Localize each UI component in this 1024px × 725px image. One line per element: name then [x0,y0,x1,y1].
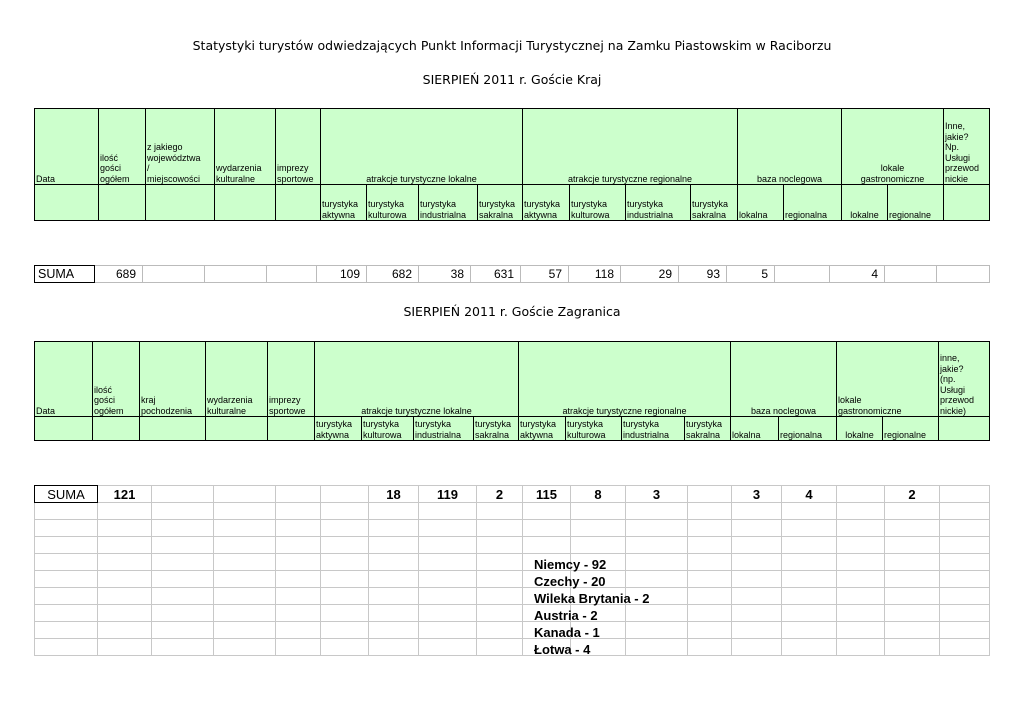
sum-cell: 3 [626,486,688,503]
country-item: Kanada - 1 [534,625,600,640]
sum-cell: 689 [95,266,143,283]
sub-header: turystyka aktywna [523,185,570,221]
sub-header: turystyka aktywna [315,417,362,441]
sum-cell [940,486,990,503]
sub-header: turystyka kulturowa [570,185,626,221]
sub-header: turystyka industrialna [419,185,478,221]
countries-list [534,556,649,658]
sum-cell [775,266,830,283]
country-item: Niemcy - 92 [534,557,607,572]
sum-cell: 2 [477,486,523,503]
sum-cell: 3 [732,486,782,503]
sub-header: regionalna [779,417,837,441]
sum-cell: 2 [885,486,940,503]
sum-cell: 682 [367,266,419,283]
sum-cell: 5 [727,266,775,283]
sub-header: turystyka kulturowa [367,185,419,221]
col-atrakcje-lokalne: atrakcje turystyczne lokalne [315,342,519,417]
sum-cell: 119 [419,486,477,503]
sum-cell: 29 [621,266,679,283]
col-ilosc: ilość gości ogółem [99,109,146,185]
col-atrakcje-regionalne: atrakcje turystyczne regionalne [523,109,738,185]
sum-cell: 121 [98,486,152,503]
sum-cell: 18 [369,486,419,503]
sum-cell [267,266,317,283]
section1-heading: SIERPIEŃ 2011 r. Goście Kraj [422,72,602,87]
sum-cell: 38 [419,266,471,283]
sum-cell: 93 [679,266,727,283]
domestic-sum-row [34,265,990,283]
sum-cell: 631 [471,266,521,283]
col-atrakcje-regionalne: atrakcje turystyczne regionalne [519,342,731,417]
col-imprezy: imprezy sportowe [276,109,321,185]
sum-cell [688,486,732,503]
sum-cell [276,486,321,503]
col-atrakcje-lokalne: atrakcje turystyczne lokalne [321,109,523,185]
country-item: Wileka Brytania - 2 [534,591,650,606]
sum-cell [205,266,267,283]
sub-header: turystyka aktywna [519,417,566,441]
sub-header: turystyka sakralna [691,185,738,221]
sum-cell: 57 [521,266,569,283]
section2-heading: SIERPIEŃ 2011 r. Goście Zagranica [403,304,621,319]
sum-cell: 109 [317,266,367,283]
sub-header: turystyka kulturowa [566,417,622,441]
sum-cell: 8 [571,486,626,503]
suma-label: SUMA [35,266,95,283]
sub-header: turystyka sakralna [685,417,731,441]
sub-header: regionalne [883,417,939,441]
sum-cell: 118 [569,266,621,283]
sub-header: turystyka industrialna [622,417,685,441]
sub-header: turystyka sakralna [474,417,519,441]
suma-label: SUMA [35,486,98,503]
sub-header: lokalna [731,417,779,441]
col-baza-noclegowa: baza noclegowa [731,342,837,417]
col-ilosc: ilość gości ogółem [93,342,140,417]
sub-header: regionalne [888,185,944,221]
col-wojewodztwo: z jakiego województwa / miejscowości [146,109,215,185]
foreign-sum-grid [34,485,990,656]
col-lokale: lokale gastronomiczne [842,109,944,185]
col-inne: inne, jakie? (np. Usługi przewod nickie) [939,342,990,417]
sum-cell [885,266,937,283]
sum-cell [837,486,885,503]
sum-cell: 4 [782,486,837,503]
col-kraj: kraj pochodzenia [140,342,206,417]
page-title: Statystyki turystów odwiedzających Punkt Informacji Turystycznej na Zamku Piastowskim w Raciborzu [192,38,832,53]
sub-header: turystyka industrialna [414,417,474,441]
col-inne: Inne, jakie? Np. Usługi przewod nickie [944,109,990,185]
sum-cell: 115 [523,486,571,503]
col-imprezy: imprezy sportowe [268,342,315,417]
sub-header: turystyka kulturowa [362,417,414,441]
sub-header: turystyka aktywna [321,185,367,221]
sub-header: turystyka industrialna [626,185,691,221]
sub-header: lokalne [842,185,888,221]
sum-cell [152,486,214,503]
col-wydarzenia: wydarzenia kulturalne [206,342,268,417]
country-item: Austria - 2 [534,608,598,623]
foreign-header-table [34,341,990,441]
sum-cell [214,486,276,503]
sub-header: regionalna [784,185,842,221]
col-baza-noclegowa: baza noclegowa [738,109,842,185]
sub-header: turystyka sakralna [478,185,523,221]
country-item: Czechy - 20 [534,574,606,589]
col-wydarzenia: wydarzenia kulturalne [215,109,276,185]
sum-cell [143,266,205,283]
col-data: Data [35,342,93,417]
sub-header: lokalne [837,417,883,441]
sum-cell [937,266,990,283]
domestic-header-table [34,108,990,221]
sum-cell: 4 [830,266,885,283]
sub-header: lokalna [738,185,784,221]
country-item: Łotwa - 4 [534,642,591,657]
col-lokale: lokale gastronomiczne [837,342,939,417]
col-data: Data [35,109,99,185]
sum-cell [321,486,369,503]
